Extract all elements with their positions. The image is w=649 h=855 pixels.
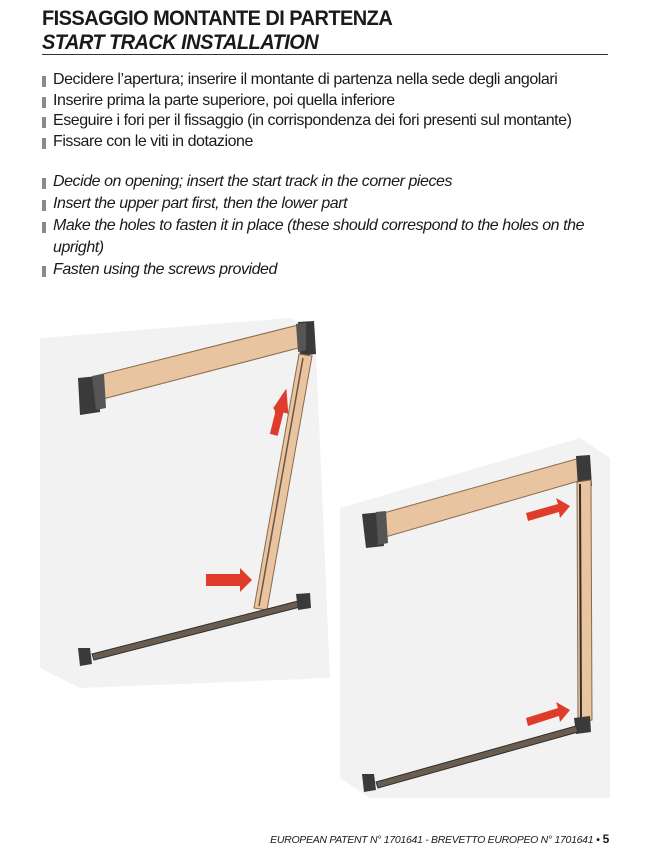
bullet-marker — [42, 222, 46, 233]
instructions-english — [42, 171, 607, 281]
bullet-marker — [42, 76, 46, 87]
instruction-item — [42, 215, 607, 259]
bullet-marker — [42, 200, 46, 211]
bullet-marker — [42, 97, 46, 108]
instruction-item — [42, 193, 607, 215]
instruction-item — [42, 259, 607, 281]
corner-piece-right-top-left-face — [376, 511, 388, 545]
instruction-text: Decidere l’apertura; inserire il montante di partenza nella sede degli angolari — [53, 71, 558, 88]
page-header — [42, 6, 607, 54]
instruction-text: Insert the upper part first, then the lower part — [53, 195, 348, 212]
page-footer — [270, 832, 609, 846]
instruction-item — [42, 70, 607, 91]
bullet-marker — [42, 117, 46, 128]
installation-illustration — [40, 318, 610, 818]
upright-inner-edge — [580, 484, 581, 720]
corner-piece-bottom-left — [78, 648, 92, 666]
header-divider — [42, 54, 608, 55]
instruction-text: Inserire prima la parte superiore, poi quella inferiore — [53, 91, 395, 109]
instruction-text: Fasten using the screws provided — [53, 261, 277, 278]
instruction-item — [42, 171, 607, 193]
instruction-item — [42, 132, 607, 153]
page-title-italian: FISSAGGIO MONTANTE DI PARTENZA — [42, 6, 393, 30]
corner-piece-bottom-right — [296, 593, 311, 610]
instruction-text: Fissare con le viti in dotazione — [53, 132, 253, 150]
bullet-marker — [42, 178, 46, 189]
page-number: 5 — [602, 832, 609, 846]
bullet-marker — [42, 266, 46, 277]
page-title-english: START TRACK INSTALLATION — [42, 30, 319, 54]
patent-notice: EUROPEAN PATENT N° 1701641 - BREVETTO EUROPEO N° 1701641 — [270, 834, 594, 846]
corner-piece-right-bottom-left — [362, 774, 376, 792]
instruction-item — [42, 111, 607, 132]
instruction-item — [42, 91, 607, 112]
instruction-text: Eseguire i fori per il fissaggio (in corrispondenza dei fori presenti sul montante) — [53, 112, 572, 130]
instruction-text: Decide on opening; insert the start track in the corner pieces — [53, 173, 452, 190]
instructions-italian — [42, 70, 607, 152]
instruction-text: Make the holes to fasten it in place (these should correspond to the holes on the upright) — [53, 217, 585, 256]
footer-separator: • — [596, 834, 600, 846]
bullet-marker — [42, 138, 46, 149]
